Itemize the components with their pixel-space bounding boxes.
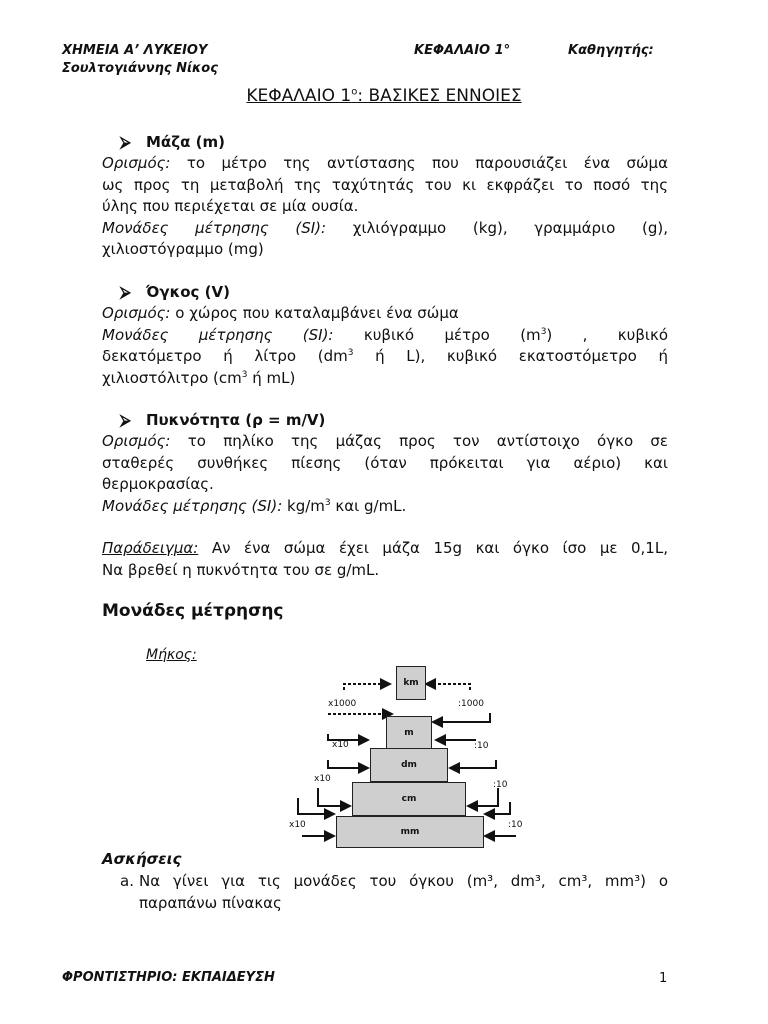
example-block: Παράδειγμα: Αν ένα σώμα έχει μάζα 15g και όγκο ίσο με 0,1L, Να βρεθεί η πυκνότητα του σε g/mL. — [102, 539, 668, 579]
divisor-label: :10 — [474, 741, 489, 751]
multiplier-label: x10 — [314, 774, 331, 784]
volume-definition: Ορισμός: ο χώρος που καταλαμβάνει ένα σώμα Μονάδες μέτρησης (SI): κυβικό μέτρο $(m^3)$ , κυβικό δεκατόμετρο ή λίτρο ($dm^3$ ή L), κυβικό εκατοστόμετρο ή χιλιοστόλιτρο ($cm^3$ ή mL) — [102, 304, 668, 387]
length-unit-diagram — [280, 660, 530, 850]
header-subject: ΧΗΜΕΙΑ Α’ ΛΥΚΕΙΟΥ — [62, 43, 208, 58]
density-heading: ⮚ Πυκνότητα (ρ = m/V) — [120, 411, 326, 429]
exercises-heading: Ασκήσεις — [102, 850, 182, 868]
divisor-label: :10 — [508, 820, 523, 830]
multiplier-label: x10 — [289, 820, 306, 830]
density-definition: Ορισμός: το πηλίκο της μάζας προς τον αντίστοιχο όγκο σε σταθερές συνθήκες πίεσης (όταν πρόκειται για αέριο) και θερμοκρασίας. Μονάδες μέτρησης (SI): $kg/m^3$ και g/mL. — [102, 432, 668, 515]
exercise-marker: a. — [120, 872, 134, 890]
arrow-bullet-icon: ⮚ — [120, 283, 131, 301]
page-number: 1 — [659, 971, 668, 986]
mass-heading: ⮚ Μάζα (m) — [120, 133, 225, 151]
page-title: ΚΕΦΑΛΑΙΟ $1^o$: ΒΑΣΙΚΕΣ ΕΝΝΟΙΕΣ — [246, 86, 522, 106]
divisor-label: :10 — [493, 780, 508, 790]
unit-box-dm: dm — [370, 748, 448, 782]
arrow-bullet-icon: ⮚ — [120, 411, 131, 429]
header-teacher-label: Καθηγητής: — [568, 43, 654, 58]
unit-box-m: m — [386, 716, 432, 750]
multiplier-label: x1000 — [328, 699, 357, 709]
unit-box-km: km — [396, 666, 426, 700]
length-label: Μήκος: — [146, 647, 197, 663]
units-section-heading: Μονάδες μέτρησης — [102, 601, 284, 621]
exercise-item: Να γίνει για τις μονάδες του όγκου (m³, dm³, cm³, mm³) ο παραπάνω πίνακας — [139, 872, 668, 912]
footer-institute: ΦΡΟΝΤΙΣΤΗΡΙΟ: ΕΚΠΑΙΔΕΥΣΗ — [62, 970, 275, 985]
multiplier-label: x10 — [332, 740, 349, 750]
header-chapter: ΚΕΦΑΛΑΙΟ 1° — [414, 43, 511, 58]
unit-box-mm: mm — [336, 816, 484, 848]
unit-box-cm: cm — [352, 782, 466, 816]
divisor-label: :1000 — [458, 699, 484, 709]
header-teacher-name: Σουλτογιάννης Νίκος — [62, 61, 218, 76]
mass-definition: Ορισμός: το μέτρο της αντίστασης που παρουσιάζει ένα σώμα ως προς τη μεταβολή της ταχύτητάς του κι εκφράζει το ποσό της ύλης που περιέχεται σε μία ουσία. Μονάδες μέτρησης (SI): χιλιόγραμμο (kg), γραμμάριο (g), χιλιοστόγραμμο (mg) — [102, 154, 668, 258]
volume-heading: ⮚ Όγκος (V) — [120, 283, 230, 301]
arrow-bullet-icon: ⮚ — [120, 133, 131, 151]
